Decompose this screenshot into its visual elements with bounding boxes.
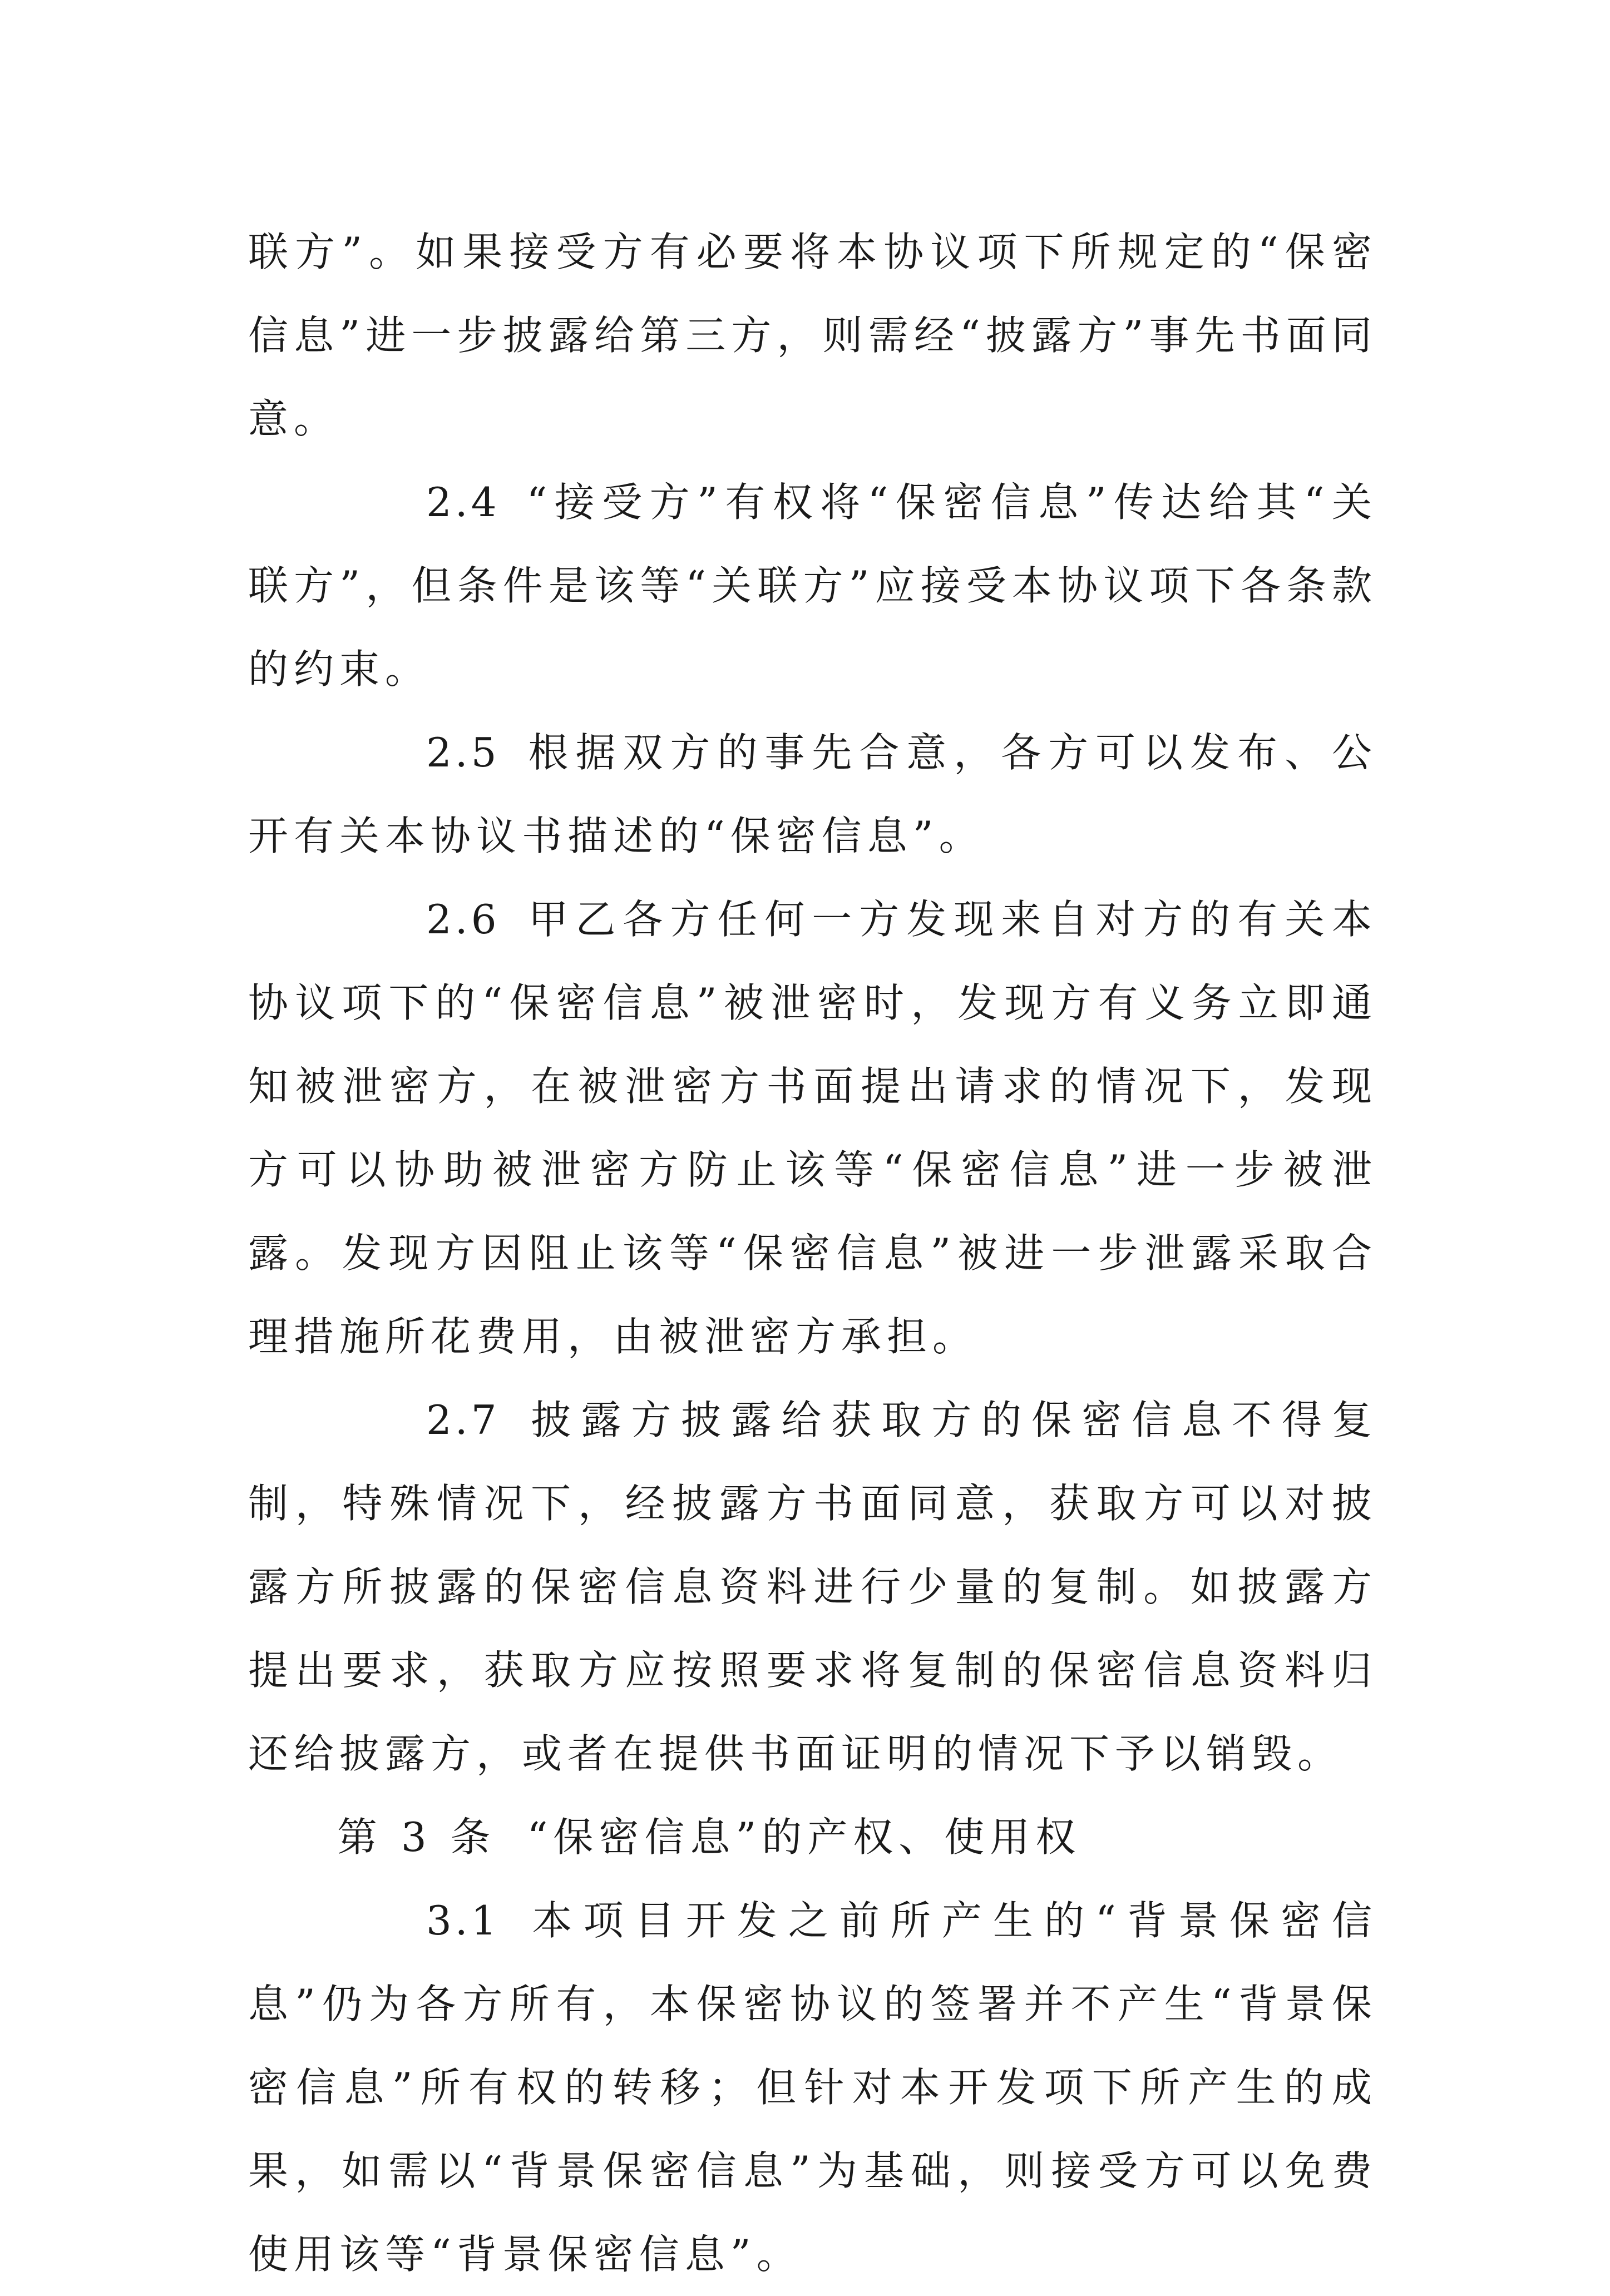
clause-number: 3.1 [426, 1897, 500, 1944]
clause-3-1 [248, 1879, 1377, 2296]
clause-2-4 [248, 461, 1377, 711]
clause-number: 2.4 [426, 479, 500, 526]
clause-number: 2.7 [426, 1397, 500, 1443]
paragraph-2-3-continuation [248, 210, 1377, 461]
document-body [248, 210, 1377, 2296]
paragraph-text: 联方”。如果接受方有必要将本协议项下所规定的“保密信息”进一步披露给第三方，则需经“披露方”事先书面同意。 [248, 229, 1377, 442]
section-label: 第 3 条 [337, 1814, 496, 1860]
section-3-heading [248, 1795, 1377, 1879]
clause-text: 本项目开发之前所产生的“背景保密信息”仍为各方所有，本保密协议的签署并不产生“背景保密信息”所有权的转移；但针对本开发项下所产生的成果，如需以“背景保密信息”为基础，则接受方可以免费使用该等“背景保密信息”。 [248, 1897, 1377, 2278]
clause-2-6 [248, 878, 1377, 1378]
clause-text: 甲乙各方任何一方发现来自对方的有关本协议项下的“保密信息”被泄密时，发现方有义务立即通知被泄密方，在被泄密方书面提出请求的情况下，发现方可以协助被泄密方防止该等“保密信息”进一步被泄露。发现方因阻止该等“保密信息”被进一步泄露采取合理措施所花费用，由被泄密方承担。 [248, 896, 1377, 1360]
clause-2-5 [248, 711, 1377, 878]
clause-text: 根据双方的事先合意，各方可以发布、公开有关本协议书描述的“保密信息”。 [248, 729, 1377, 859]
clause-2-7 [248, 1378, 1377, 1795]
clause-number: 2.6 [426, 896, 500, 943]
section-title: “保密信息”的产权、使用权 [527, 1814, 1081, 1860]
clause-number: 2.5 [426, 729, 500, 776]
clause-text: 披露方披露给获取方的保密信息不得复制，特殊情况下，经披露方书面同意，获取方可以对披露方所披露的保密信息资料进行少量的复制。如披露方提出要求，获取方应按照要求将复制的保密信息资料归还给披露方，或者在提供书面证明的情况下予以销毁。 [248, 1397, 1377, 1777]
clause-text: “接受方”有权将“保密信息”传达给其“关联方”，但条件是该等“关联方”应接受本协议项下各条款的约束。 [248, 479, 1377, 692]
